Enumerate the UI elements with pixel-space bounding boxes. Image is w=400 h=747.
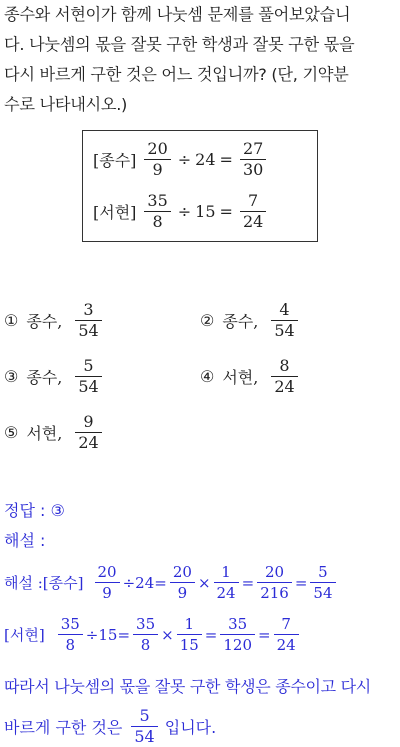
numerator: 5 — [318, 563, 328, 581]
numerator: 27 — [242, 139, 264, 158]
numerator: 4 — [279, 300, 290, 319]
option-number: ③ — [4, 367, 19, 386]
denominator: 9 — [177, 584, 188, 602]
numerator: 20 — [172, 563, 192, 581]
denominator: 24 — [242, 212, 264, 231]
option-fraction — [75, 300, 101, 341]
option-student: 종수, — [222, 312, 259, 331]
equals-sign: = — [258, 625, 271, 644]
option-number: ④ — [200, 367, 215, 386]
numerator: 35 — [228, 615, 248, 633]
times-sign: × — [197, 573, 211, 592]
divide-sign: ÷ — [85, 625, 99, 644]
equation-box — [82, 130, 318, 242]
denominator: 9 — [152, 160, 163, 179]
denominator: 24 — [276, 636, 296, 654]
conclusion-line-1 — [4, 674, 371, 697]
option-student: 종수, — [26, 312, 63, 331]
equals-sign: = — [204, 625, 218, 644]
fraction — [144, 139, 170, 180]
fraction — [240, 191, 266, 232]
denominator: 24 — [216, 584, 236, 602]
denominator: 24 — [78, 433, 99, 452]
equals-sign: = — [241, 573, 255, 592]
option-number: ② — [200, 311, 215, 330]
fraction — [310, 562, 335, 603]
option-5[interactable] — [4, 412, 105, 453]
fraction — [257, 562, 292, 603]
fraction — [131, 706, 157, 747]
conclusion-text: 입니다. — [164, 718, 217, 737]
option-fraction — [75, 412, 101, 453]
divisor: 15 — [98, 625, 118, 644]
option-number: ① — [4, 311, 19, 330]
numerator: 35 — [136, 615, 156, 633]
numerator: 9 — [83, 412, 94, 431]
numerator: 3 — [83, 300, 94, 319]
denominator: 54 — [78, 377, 99, 396]
denominator: 54 — [78, 321, 99, 340]
numerator: 7 — [248, 191, 259, 210]
numerator: 35 — [60, 615, 80, 633]
option-fraction — [271, 356, 297, 397]
denominator: 120 — [223, 636, 253, 654]
numerator: 7 — [281, 615, 291, 633]
fraction — [177, 614, 202, 655]
denominator: 54 — [313, 584, 333, 602]
numerator: 5 — [83, 356, 94, 375]
fraction — [214, 562, 239, 603]
denominator: 8 — [140, 636, 151, 654]
conclusion-text: 바르게 구한 것은 — [4, 718, 123, 737]
numerator: 5 — [139, 706, 150, 725]
equals-sign: = — [219, 202, 233, 221]
denominator: 54 — [134, 727, 155, 746]
answer-line — [4, 498, 65, 521]
explanation-line-seohyeon — [4, 614, 302, 655]
option-2[interactable] — [200, 300, 301, 341]
option-fraction — [75, 356, 101, 397]
question-line: 다. 나눗셈의 몫을 잘못 구한 학생과 잘못 구한 몫을 — [4, 35, 355, 54]
denominator: 15 — [179, 636, 199, 654]
equation-row-seohyeon — [93, 191, 269, 232]
denominator: 30 — [242, 160, 264, 179]
option-number: ⑤ — [4, 423, 19, 442]
times-sign: × — [161, 625, 174, 644]
fraction — [240, 139, 266, 180]
denominator: 54 — [274, 321, 295, 340]
option-student: 종수, — [26, 368, 63, 387]
student-label: [서현] — [93, 203, 137, 222]
denominator: 24 — [274, 377, 295, 396]
denominator: 216 — [260, 584, 289, 602]
explanation-line-jongsu — [4, 562, 339, 603]
fraction — [133, 614, 158, 655]
denominator: 9 — [102, 584, 112, 602]
divide-sign: ÷ — [177, 150, 192, 169]
numerator: 1 — [221, 563, 231, 581]
fraction — [58, 614, 83, 655]
question-text — [4, 0, 396, 120]
fraction — [274, 614, 299, 655]
numerator: 20 — [97, 563, 117, 581]
numerator: 35 — [147, 191, 168, 210]
equation-row-jongsu — [93, 139, 269, 180]
conclusion-line-2 — [4, 706, 216, 747]
numerator: 1 — [184, 615, 195, 633]
numerator: 20 — [264, 563, 285, 581]
option-3[interactable] — [4, 356, 105, 397]
question-line: 종수와 서현이가 함께 나눗셈 문제를 풀어보았습니 — [4, 5, 351, 24]
explanation-prefix: [서현] — [4, 626, 45, 644]
option-1[interactable] — [4, 300, 105, 341]
equals-sign: = — [154, 573, 167, 592]
divide-sign: ÷ — [177, 202, 192, 221]
student-label: [종수] — [93, 151, 137, 170]
answer-text: 정답 : ③ — [4, 501, 65, 520]
conclusion-text: 따라서 나눗셈의 몫을 잘못 구한 학생은 종수이고 다시 — [4, 677, 371, 696]
option-4[interactable] — [200, 356, 301, 397]
denominator: 8 — [152, 212, 163, 231]
divisor: 15 — [195, 202, 216, 221]
divisor: 24 — [135, 573, 155, 592]
numerator: 8 — [279, 356, 290, 375]
question-line: 수로 나타내시오.) — [4, 95, 128, 114]
explanation-label: 해설 : — [4, 531, 46, 550]
question-line: 다시 바르게 구한 것은 어느 것입니까? (단, 기약분 — [4, 65, 349, 84]
option-student: 서현, — [222, 368, 259, 387]
explanation-header — [4, 528, 45, 551]
explanation-prefix: 해설 :[종수] — [4, 574, 84, 592]
denominator: 8 — [65, 636, 75, 654]
fraction — [220, 614, 255, 655]
option-fraction — [271, 300, 297, 341]
divide-sign: ÷ — [122, 573, 136, 592]
fraction — [170, 562, 195, 603]
equals-sign: = — [117, 625, 131, 644]
equals-sign: = — [294, 573, 308, 592]
equals-sign: = — [219, 150, 233, 169]
fraction — [144, 191, 170, 232]
fraction — [95, 562, 120, 603]
option-student: 서현, — [26, 424, 63, 443]
divisor: 24 — [195, 150, 216, 169]
numerator: 20 — [147, 139, 168, 158]
